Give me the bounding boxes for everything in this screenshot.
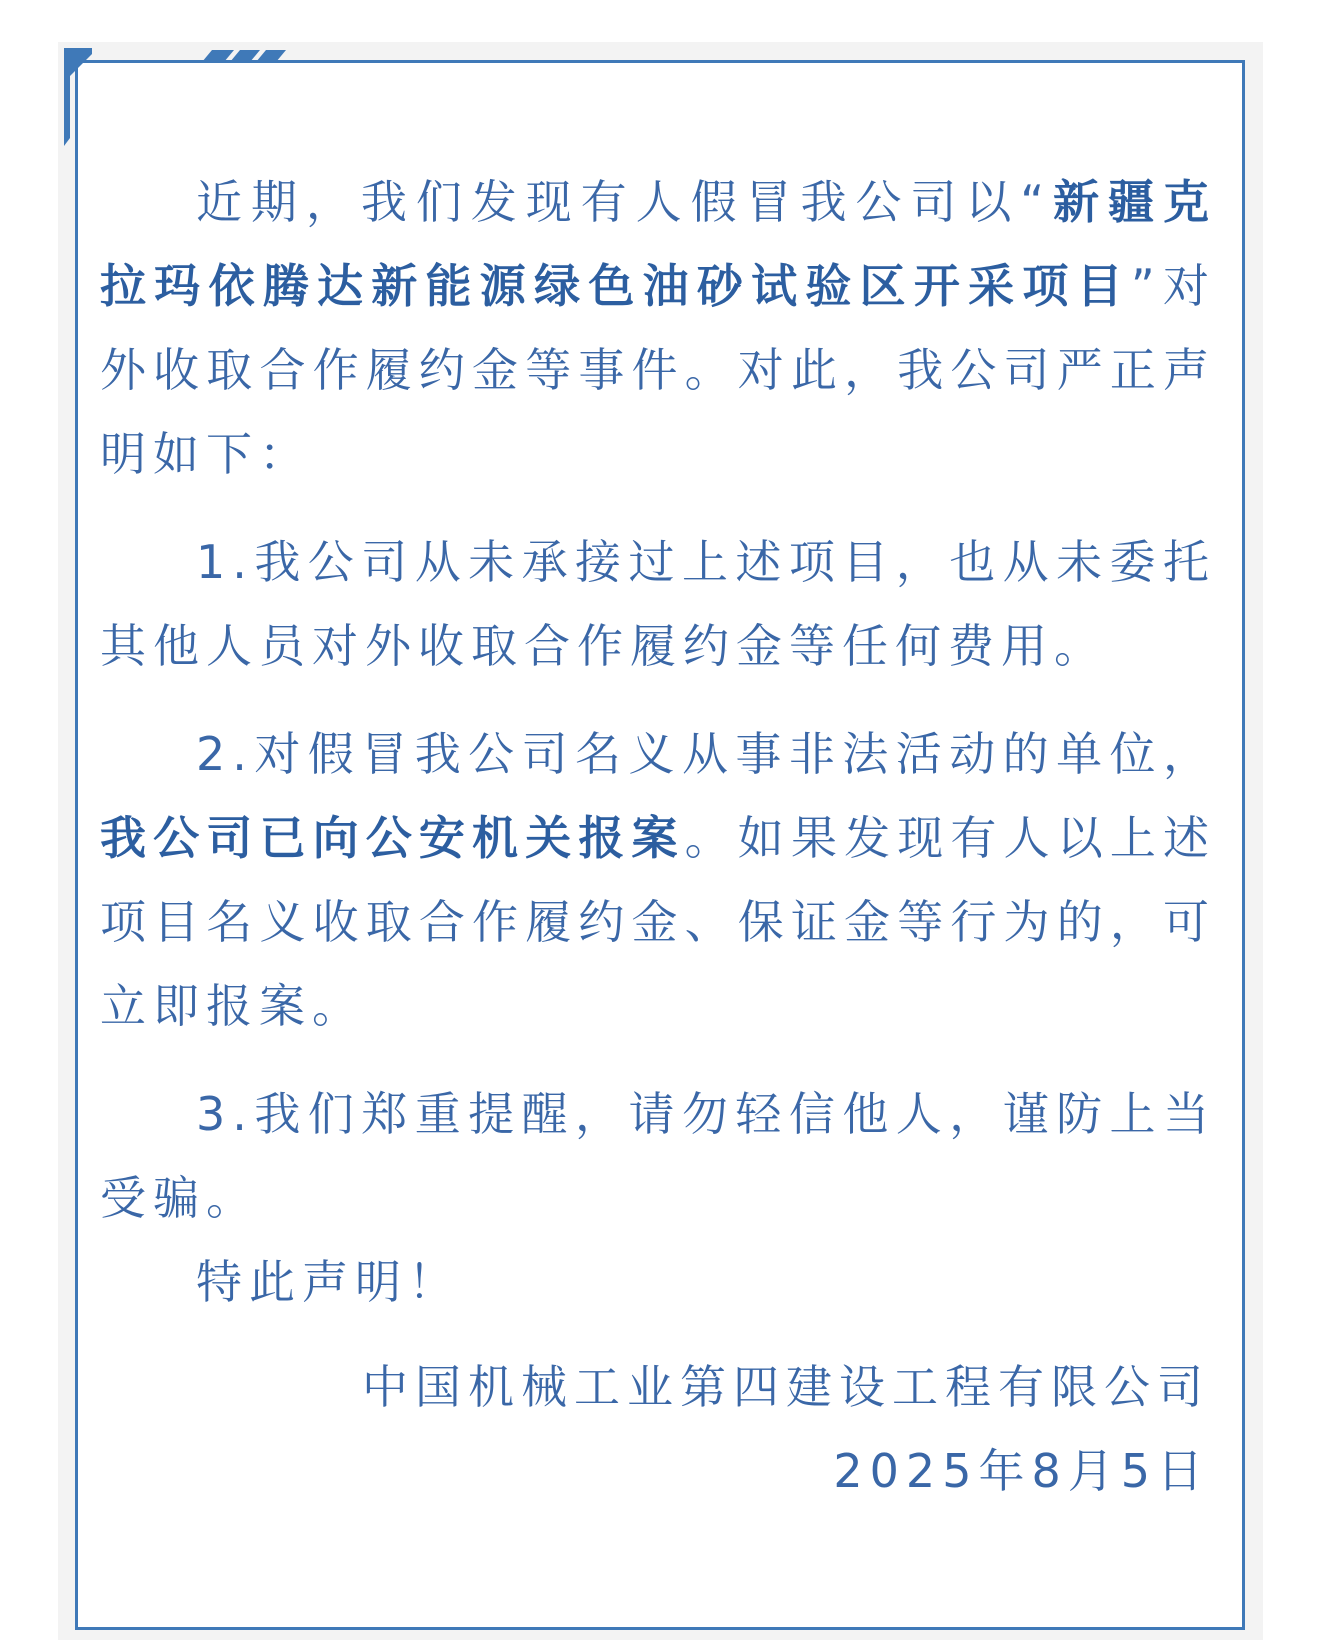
paragraph-item-3: 3.我们郑重提醒，请勿轻信他人，谨防上当受骗。 <box>100 1087 1216 1225</box>
item2-text-c: 。如果发现有人以上述项目名义收取合作履约金、保证金等行为的，可立即报案。 <box>100 811 1217 1033</box>
police-report-emphasis: 我公司已向公安机关报案 <box>100 811 685 865</box>
project-name: 新疆克拉玛依腾达新能源绿色油砂试验区开采项目 <box>100 175 1216 313</box>
closing-line: 特此声明！ <box>196 1255 461 1309</box>
paragraph-item-1: 1.我公司从未承接过上述项目，也从未委托其他人员对外收取合作履约金等任何费用。 <box>100 535 1216 673</box>
signature-block <box>362 1345 1210 1513</box>
item2-text-a: 2.对假冒我公司名义从事非法活动的单位， <box>196 727 1216 781</box>
notice-body <box>100 160 1216 1324</box>
paragraph-item-2 <box>100 712 1216 1048</box>
company-name: 中国机械工业第四建设工程有限公司 <box>362 1360 1210 1414</box>
intro-text-a: 近期，我们发现有人假冒我公司以“ <box>196 175 1052 229</box>
signature-date: 2025年8月5日 <box>833 1444 1210 1498</box>
intro-text-c: ”对外收取合作履约金等事件。对此，我公司严正声明如下： <box>100 259 1216 481</box>
paragraph-intro <box>100 160 1216 496</box>
